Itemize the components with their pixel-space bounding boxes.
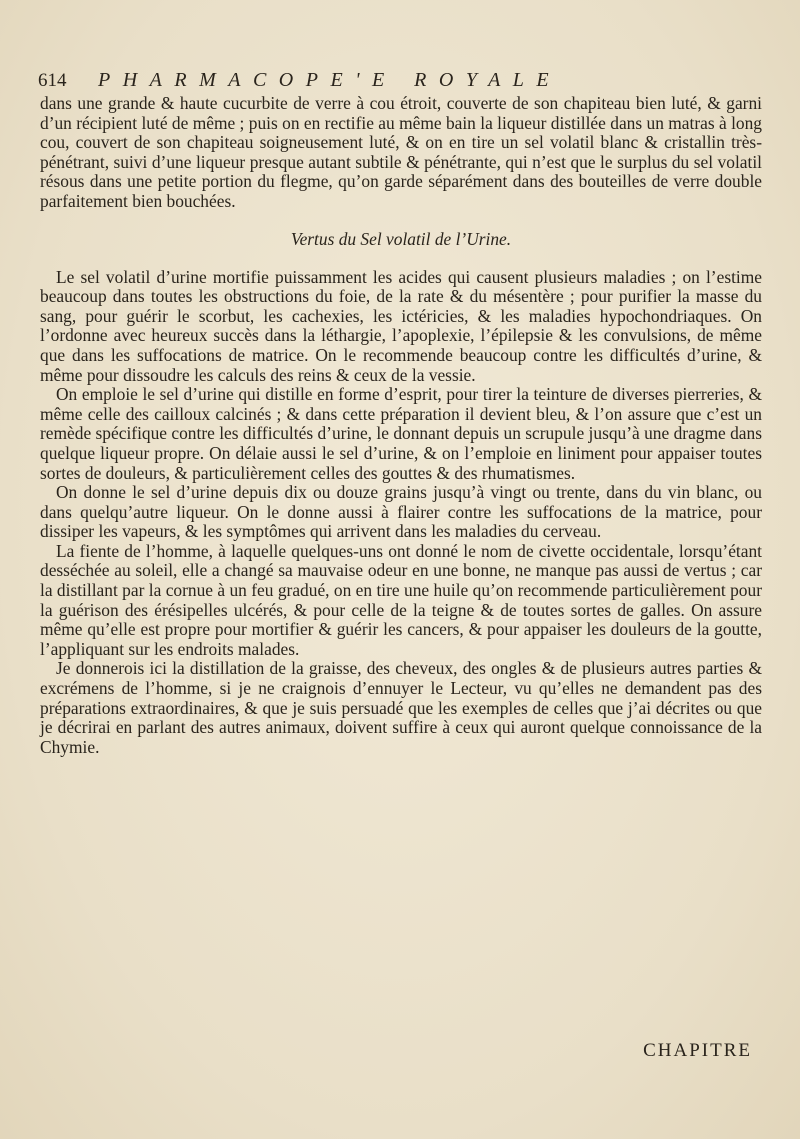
- paragraph-fiente: La fiente de l’homme, à laquelle quelques-uns ont donné le nom de civette occidentale, lorsqu’étant desséchée au soleil, elle a changé sa mauvaise odeur en une bonne, ne manque pas aussi de vertus ; car la distillant par la cornue à un feu gradué, on en tire une huile qu’on recommende particulièrement pour la guérison des érésipelles ulcérés, & pour celle de la teigne & de toutes sortes de galles. On assure même qu’elle est propre pour mortifier & guérir les cancers, & pour appaiser les douleurs de la goutte, l’appliquant sur les endroits malades.: [40, 540, 762, 659]
- running-head: PHARMACOPE'E ROYALE: [98, 69, 562, 91]
- page-number: 614: [38, 70, 67, 91]
- page-header: [38, 70, 762, 94]
- catchword: CHAPITRE: [643, 1040, 752, 1061]
- paragraph-sel-volatil-virtues: Le sel volatil d’urine mortifie puissamment les acides qui causent plusieurs maladies ; on l’estime beaucoup dans toutes les obstructions du foie, de la rate & du mésentère ; pour purifier la masse du sang, pour guérir le scorbut, les cachexies, les ictéricies, & les maladies hypochondriaques. On l’ordonne avec heureux succès dans la léthargie, l’apoplexie, l’épilepsie & les convulsions, de même que dans les suffocations de matrice. On le recommende beaucoup contre les difficultés d’urine, & même pour dissoudre les calculs des reins & ceux de la vessie.: [40, 266, 762, 385]
- paragraph-sel-urine-usage: On emploie le sel d’urine qui distille en forme d’esprit, pour tirer la teinture de diverses pierreries, & même celle des cailloux calcinés ; & dans cette préparation il devient bleu, & l’on assure que c’est un remède spécifique contre les difficultés d’urine, le donnant depuis un scrupule jusqu’à une dragme dans quelque liqueur propre. On délaie aussi le sel d’urine, & on l’emploie en liniment pour appaiser toutes sortes de douleurs, & particulièrement celles des gouttes & des rhumatismes.: [40, 384, 762, 483]
- section-title: Vertus du Sel volatil de l’Urine.: [290, 228, 512, 249]
- paragraph-closing: Je donnerois ici la distillation de la graisse, des cheveux, des ongles & de plusieurs autres parties & excrémens de l’homme, si je ne craignois d’ennuyer le Lecteur, vu qu’elles ne demandent pas des préparations extraordinaires, & que je suis persuadé que les exemples de celles que j’ai décrites ou que je décrirai en parlant des autres animaux, doivent suffire à ceux qui auront quelque connoissance de la Chymie.: [40, 658, 762, 757]
- paragraph-dosage: On donne le sel d’urine depuis dix ou douze grains jusqu’à vingt ou trente, dans du vin blanc, ou dans quelqu’autre liqueur. On le donne aussi à flairer contre les suffocations de la matrice, pour dissiper les vapeurs, & les symptômes qui arrivent dans les maladies du cerveau.: [40, 482, 762, 542]
- paragraph-continuation: dans une grande & haute cucurbite de verre à cou étroit, couverte de son chapiteau bien luté, & garni d’un récipient luté de même ; puis on en rectifie au même bain la liqueur distillée dans un matras à long cou, couvert de son chapiteau soigneusement luté, & on en tire un sel volatil blanc & cristallin très-pénétrant, suivi d’une liqueur presque autant subtile & pénétrante, qui n’est que le surplus du sel volatil résous dans une petite portion du flegme, qu’on garde séparément dans des bouteilles de verre double parfaitement bien bouchées.: [40, 93, 762, 211]
